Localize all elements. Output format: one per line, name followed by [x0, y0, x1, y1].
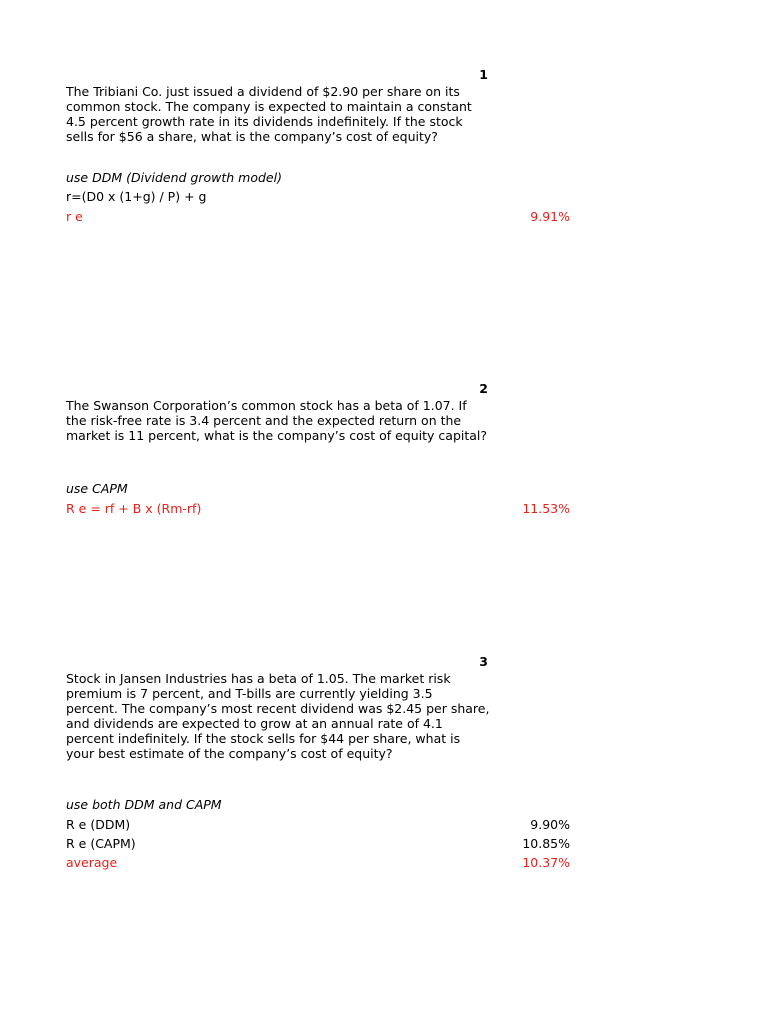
problem-1-result-label: r e: [66, 209, 83, 224]
question-line: premium is 7 percent, and T-bills are currently yielding 3.5: [66, 686, 433, 701]
problem-3-method: use both DDM and CAPM: [66, 797, 222, 812]
problem-2-question: [66, 398, 506, 443]
problem-1-method: use DDM (Dividend growth model): [66, 170, 282, 185]
question-line: The Tribiani Co. just issued a dividend of $2.90 per share on its: [66, 84, 460, 99]
question-line: The Swanson Corporation’s common stock has a beta of 1.07. If: [66, 398, 467, 413]
problem-3-capm-label: R e (CAPM): [66, 836, 136, 851]
question-line: percent. The company’s most recent dividend was $2.45 per share,: [66, 701, 490, 716]
problem-3-question: [66, 671, 506, 761]
question-line: percent indefinitely. If the stock sells for $44 per share, what is: [66, 731, 461, 746]
problem-3-ddm-label: R e (DDM): [66, 817, 131, 832]
problem-1-formula: r=(D0 x (1+g) / P) + g: [66, 189, 207, 204]
question-line: and dividends are expected to grow at an annual rate of 4.1: [66, 716, 443, 731]
problem-2-method: use CAPM: [66, 481, 128, 496]
question-line: the risk-free rate is 3.4 percent and the expected return on the: [66, 413, 462, 428]
question-line: your best estimate of the company’s cost of equity?: [66, 746, 393, 761]
problem-2-result-label: R e = rf + B x (Rm-rf): [66, 501, 202, 516]
problem-2-result-value: 11.53%: [522, 501, 570, 516]
question-line: common stock. The company is expected to maintain a constant: [66, 99, 472, 114]
question-line: Stock in Jansen Industries has a beta of 1.05. The market risk: [66, 671, 451, 686]
problem-1-result-value: 9.91%: [530, 209, 570, 224]
problem-1-question: [66, 84, 506, 144]
question-line: sells for $56 a share, what is the company’s cost of equity?: [66, 129, 438, 144]
problem-1-number: 1: [479, 67, 488, 82]
question-line: market is 11 percent, what is the company’s cost of equity capital?: [66, 428, 488, 443]
problem-3-average-value: 10.37%: [522, 855, 570, 870]
problem-3-average-label: average: [66, 855, 118, 870]
problem-3-ddm-value: 9.90%: [530, 817, 570, 832]
question-line: 4.5 percent growth rate in its dividends indefinitely. If the stock: [66, 114, 463, 129]
problem-3-capm-value: 10.85%: [522, 836, 570, 851]
problem-3-number: 3: [479, 654, 488, 669]
problem-2-number: 2: [479, 381, 488, 396]
